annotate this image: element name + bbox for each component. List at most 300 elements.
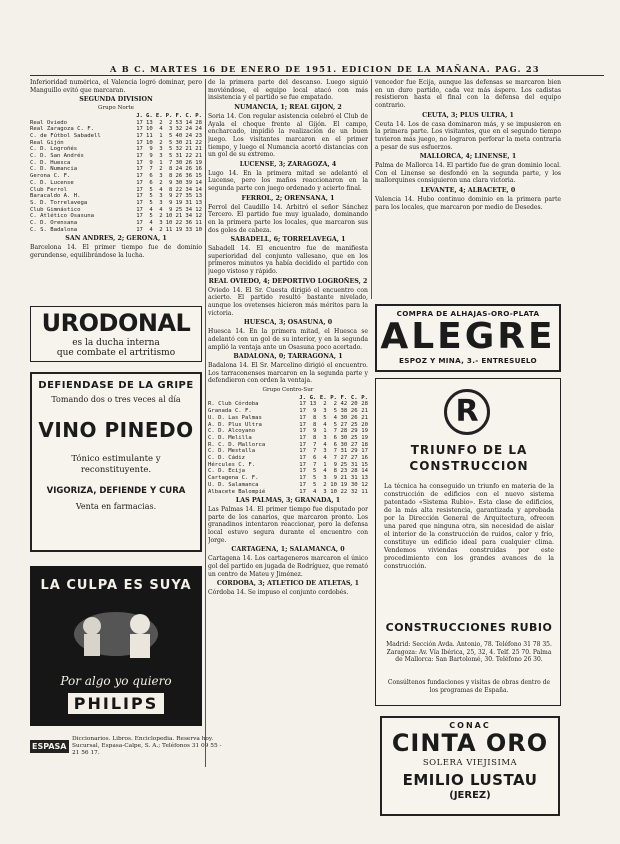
team-name: Hércules C. F. — [208, 461, 256, 468]
stat-cell: 10 — [146, 126, 153, 133]
table-row — [208, 408, 368, 415]
pinedo-line2: Tomando dos o tres veces al día — [51, 395, 181, 404]
team-name: Club Gimnástico — [30, 206, 81, 213]
stat-cell: 8 — [312, 414, 317, 421]
table-header-cell: G. — [309, 394, 317, 401]
match-title: BADALONA, 0; TARRAGONA, 1 — [233, 353, 343, 361]
stat-cell: 22 — [175, 220, 183, 227]
stat-cell: 5 — [169, 146, 173, 153]
stat-cell: 21 — [340, 475, 348, 482]
vino-pinedo-ad — [30, 372, 202, 552]
stat-cell: 26 — [350, 414, 358, 421]
match-title: LUCENSE, 3; ZARAGOZA, 4 — [239, 161, 337, 169]
team-name: C. de Fútbol Sabadell — [30, 132, 101, 139]
team-name: C. D. Alcoyano — [208, 428, 256, 435]
table-row — [208, 468, 368, 475]
team-name: Real Gijón — [30, 139, 64, 146]
stat-cell: 12 — [361, 481, 368, 488]
stat-cell: 5 — [333, 408, 337, 415]
espasa-text: Diccionarios. Libros. Enciclopedia. Reserva hoy. Sucursal, Espasa-Calpe, S. A.; Teléfonos 31 09 55 - 21 56 17. — [72, 736, 222, 756]
match-text: Cartagena 14. Los cartageneros marcaron el único gol del partido en jugada de Rodríguez, que remató un centro de Mateu y Jiménez. — [208, 555, 368, 578]
stat-cell: 1 — [159, 132, 163, 139]
stat-cell: 17 — [136, 179, 143, 186]
stat-cell: 17 — [136, 193, 143, 200]
stat-cell: 31 — [175, 153, 183, 160]
stat-cell: 3 — [323, 488, 327, 495]
stat-cell: 4 — [159, 126, 163, 133]
stat-cell: 15 — [361, 461, 368, 468]
pinedo-line3: Tónico estimulante y reconstituyente. — [71, 454, 161, 475]
team-name: C. D. Numancia — [30, 166, 78, 173]
stat-cell: 26 — [185, 159, 193, 166]
stat-cell: 9 — [169, 193, 173, 200]
stat-cell: 17 — [136, 199, 143, 206]
rubio-logo-letter: R — [455, 394, 479, 429]
table-row — [208, 435, 368, 442]
col3-intro: vencedor fue Ecija, aunque las defensas se marcaron bien en un duro partido, cada vez más áspero. Los cadistas resistieron hasta el final con la defensa del equipo contrario. — [375, 79, 561, 110]
table-row — [30, 200, 202, 207]
stat-cell: 6 — [312, 455, 317, 462]
stat-cell: 17 — [136, 173, 143, 180]
stat-cell: 6 — [149, 179, 153, 186]
stat-cell: 10 — [330, 481, 337, 488]
stat-cell: 17 — [136, 126, 143, 133]
stat-cell: 9 — [312, 428, 317, 435]
stat-cell: 24 — [195, 126, 202, 133]
stat-cell: 11 — [165, 226, 173, 233]
stat-cell: 30 — [175, 179, 183, 186]
team-name: Albacete Balompié — [208, 488, 266, 495]
stat-cell: 2 — [159, 226, 163, 233]
stat-cell: 29 — [350, 448, 358, 455]
stat-cell: 17 — [136, 206, 143, 213]
stat-cell: 4 — [159, 206, 163, 213]
team-name: S. D. Torrelavega — [30, 199, 88, 206]
philips-slogan: Por algo yo quiero — [60, 674, 172, 688]
team-name: C. Atlético Osasuna — [30, 213, 94, 220]
match-text: Las Palmas 14. El primer tiempo fue disputado por parte de los canarios, que marcaron pronto. Los granadinos intentaron reaccionar, pero la defensa local estuvo segura durante el encuentro con Jorge. — [208, 505, 368, 544]
stat-cell: 19 — [175, 199, 183, 206]
stat-cell: 4 — [323, 421, 327, 428]
stat-cell: 2 — [159, 139, 163, 146]
team-name: C. D. Orensana — [30, 220, 78, 227]
stat-cell: 13 — [195, 199, 202, 206]
team-name: Real Oviedo — [30, 119, 68, 126]
rubio-logo-icon — [444, 389, 490, 435]
stat-cell: 9 — [333, 461, 337, 468]
match-text-san-andres: Barcelona 14. El primer tiempo fue de dominio gerundense, equilibrándose la lucha. — [30, 244, 202, 259]
stat-cell: 27 — [350, 441, 358, 448]
pinedo-line5: Venta en farmacias. — [75, 502, 157, 511]
stat-cell: 17 — [136, 153, 143, 160]
team-name: R. C. D. Mallorca — [208, 441, 266, 448]
stat-cell: 24 — [175, 166, 183, 173]
table-row — [208, 401, 368, 408]
stat-cell: 7 — [169, 159, 173, 166]
stat-cell: 3 — [159, 193, 163, 200]
stat-cell: 3 — [323, 448, 327, 455]
stat-cell: 17 — [299, 421, 306, 428]
urodonal-ad — [30, 306, 202, 362]
stat-cell: 9 — [149, 159, 153, 166]
pinedo-line1: DEFIENDASE DE LA GRIPE — [38, 380, 194, 391]
column-2 — [208, 79, 368, 767]
stat-cell: 17 — [299, 434, 306, 441]
match-text: Sabadell 14. El encuentro fue de manifiesta superioridad del conjunto vallesano, que en los primeros minutos ya había decidido el partido con juego vistoso y rápido. — [208, 245, 368, 276]
team-name: Real Zaragoza C. F. — [30, 126, 94, 133]
stat-cell: 5 — [149, 186, 153, 193]
urodonal-line1: es la ducha interna — [72, 338, 160, 348]
stat-cell: 27 — [340, 455, 348, 462]
table-header-cell: E. — [155, 112, 163, 119]
stat-cell: 3 — [159, 220, 163, 227]
stat-cell: 17 — [299, 455, 306, 462]
col2-intro: de la primera parte del descanso. Luego siguió moviéndose, el equipo local atacó con más insistencia y el partido se fue empatado. — [208, 79, 368, 102]
stat-cell: 21 — [175, 213, 183, 220]
stat-cell: 8 — [312, 421, 317, 428]
stat-cell: 2 — [159, 119, 163, 126]
stat-cell: 8 — [169, 173, 173, 180]
stat-cell: 17 — [299, 488, 306, 495]
stat-cell: 4 — [323, 468, 327, 475]
stat-cell: 2 — [323, 481, 327, 488]
stat-cell: 7 — [312, 441, 317, 448]
table-header-cell: F. — [340, 394, 348, 401]
stat-cell: 5 — [312, 481, 317, 488]
stat-cell: 5 — [169, 132, 173, 139]
stat-cell: 30 — [175, 139, 183, 146]
stat-cell: 4 — [312, 488, 317, 495]
stat-cell: 17 — [299, 414, 306, 421]
stat-cell: 28 — [350, 468, 358, 475]
stat-cell: 13 — [361, 475, 368, 482]
team-name: C. D. Melilla — [208, 434, 252, 441]
stat-cell: 17 — [299, 481, 306, 488]
stat-cell: 17 — [136, 220, 143, 227]
standings-table-north — [30, 113, 202, 234]
stat-cell: 31 — [185, 199, 193, 206]
stat-cell: 38 — [340, 408, 348, 415]
stat-cell: 7 — [333, 428, 337, 435]
stat-cell: 7 — [312, 448, 317, 455]
stat-cell: 12 — [195, 206, 202, 213]
stat-cell: 17 — [299, 428, 306, 435]
stat-cell: 9 — [149, 153, 153, 160]
stat-cell: 6 — [333, 434, 337, 441]
table-header-cell: J. — [299, 394, 306, 401]
stat-cell: 9 — [169, 206, 173, 213]
stat-cell: 34 — [185, 186, 193, 193]
alegre-bottom: ESPOZ Y MINA, 3.- ENTRESUELO — [399, 356, 537, 365]
stat-cell: 22 — [340, 488, 348, 495]
match-text: Lugo 14. En la primera mitad se adelantó el Lucense, pero los maños reaccionaron en la segunda parte con juego ordenado y acierto final. — [208, 169, 368, 193]
stat-cell: 8 — [333, 468, 337, 475]
table-row — [208, 415, 368, 422]
stat-cell: 28 — [340, 428, 348, 435]
stat-cell: 10 — [165, 220, 173, 227]
stat-cell: 30 — [350, 481, 358, 488]
stat-cell: 31 — [340, 448, 348, 455]
construccion-address: Madrid: Sección Avda. Antonio, 78. Teléfono 31 78 35. Zaragoza: Av. Vía Ibérica, 25, 32, 4. Telf. 25 70. Palma de Mallorca: San Bartolomé, 30. Teléfono 26 30. — [386, 641, 552, 664]
stat-cell: 16 — [361, 455, 368, 462]
team-name: Granada C. F. — [208, 408, 252, 415]
philips-ad — [30, 566, 202, 726]
table-header-cell: P. — [361, 394, 368, 401]
team-name: C. D. Huesca — [30, 159, 71, 166]
stat-cell: 18 — [361, 441, 368, 448]
stat-cell: 32 — [175, 126, 183, 133]
table-row — [30, 160, 202, 167]
stat-cell: 19 — [175, 226, 183, 233]
table-row — [208, 475, 368, 482]
alegre-ad — [375, 304, 561, 372]
table-header-cell: P. — [195, 112, 202, 119]
stat-cell: 22 — [185, 153, 193, 160]
stat-cell: 4 — [149, 220, 153, 227]
table-row — [208, 428, 368, 435]
stat-cell: 19 — [361, 434, 368, 441]
stat-cell: 9 — [333, 475, 337, 482]
stat-cell: 6 — [333, 441, 337, 448]
stat-cell: 2 — [159, 166, 163, 173]
col2-sections-2 — [208, 497, 368, 596]
stat-cell: 17 — [299, 461, 306, 468]
stat-cell: 14 — [195, 179, 202, 186]
stat-cell: 8 — [312, 434, 317, 441]
stat-cell: 22 — [195, 139, 202, 146]
philips-illustration-icon — [30, 596, 202, 666]
stat-cell: 7 — [312, 461, 317, 468]
stat-cell: 22 — [175, 186, 183, 193]
table-header-cell: C. — [185, 112, 193, 119]
match-title: HUESCA, 3; OSASUNA, 0 — [243, 319, 333, 327]
alegre-brand: ALEGRE — [380, 316, 556, 357]
stat-cell: 17 — [299, 475, 306, 482]
table-header-cell: P. — [165, 112, 173, 119]
match-title: LEVANTE, 4; ALBACETE, 0 — [420, 187, 516, 195]
table-row — [30, 187, 202, 194]
stat-cell: 10 — [165, 213, 173, 220]
stat-cell: 9 — [312, 408, 317, 415]
construcciones-rubio-ad — [375, 378, 561, 706]
stat-cell: 9 — [149, 146, 153, 153]
stat-cell: 17 — [299, 401, 306, 408]
stat-cell: 32 — [350, 488, 358, 495]
stat-cell: 17 — [136, 146, 143, 153]
stat-cell: 26 — [175, 173, 183, 180]
match-text: Badalona 14. El Sr. Marcelino dirigió el encuentro. Los tarraconenses marcaron en la segunda parte y defendieron con orden la ventaja. — [208, 361, 368, 385]
stat-cell: 14 — [361, 468, 368, 475]
stat-cell: 42 — [340, 401, 348, 408]
grupo-centro-sur-label: Grupo Centro-Sur — [262, 387, 314, 394]
conac-line1: CONAC — [449, 721, 491, 730]
column-3-top — [375, 79, 561, 299]
stat-cell: 29 — [350, 428, 358, 435]
stat-cell: 4 — [159, 186, 163, 193]
table-header-cell: G. — [146, 112, 153, 119]
stat-cell: 25 — [350, 421, 358, 428]
stat-cell: 19 — [195, 159, 202, 166]
espasa-ad — [30, 736, 226, 764]
team-name: R. Club Córdoba — [208, 401, 259, 408]
stat-cell: 21 — [185, 146, 193, 153]
stat-cell: 21 — [361, 408, 368, 415]
table-row — [30, 227, 202, 234]
stat-cell: 3 — [159, 146, 163, 153]
stat-cell: 5 — [312, 475, 317, 482]
conac-line3: SOLERA VIEJISIMA — [422, 758, 518, 768]
match-title: CEUTA, 3; PLUS ULTRA, 1 — [422, 111, 514, 119]
match-text: Soria 14. Con regular asistencia celebró el Club de Ayala el choque frente al Gijón. El campo, encharcado, impidió la realización de un buen juego. Los visitantes marcaron en el primer tiempo, y luego el Numancia acortó distancias con un gol de su extremo. — [208, 112, 368, 159]
table-row — [208, 462, 368, 469]
stat-cell: 9 — [169, 199, 173, 206]
stat-cell: 30 — [340, 441, 348, 448]
stat-cell: 24 — [185, 132, 193, 139]
stat-cell: 5 — [169, 139, 173, 146]
pinedo-line4: VIGORIZA, DEFIENDE Y CURA — [46, 486, 186, 496]
stat-cell: 7 — [333, 455, 337, 462]
stat-cell: 12 — [195, 213, 202, 220]
stat-cell: 34 — [185, 213, 193, 220]
stat-cell: 14 — [185, 119, 193, 126]
stat-cell: 25 — [350, 434, 358, 441]
stat-cell: 17 — [299, 408, 306, 415]
table-header-cell: C. — [350, 394, 358, 401]
table-row — [30, 193, 202, 200]
table-row — [208, 422, 368, 429]
team-name: C. D. Cádiz — [208, 455, 246, 462]
stat-cell: 17 — [136, 139, 143, 146]
stat-cell: 28 — [195, 119, 202, 126]
stat-cell: 33 — [185, 226, 193, 233]
table-row — [208, 482, 368, 489]
stat-cell: 24 — [185, 126, 193, 133]
team-name: C. D. Lucense — [30, 179, 74, 186]
match-title: MALLORCA, 4; LINENSE, 1 — [419, 153, 517, 161]
stat-cell: 2 — [333, 401, 337, 408]
stat-cell: 1 — [323, 428, 327, 435]
team-name: A. D. Plus Ultra — [208, 421, 262, 428]
stat-cell: 6 — [149, 173, 153, 180]
col2-sections — [208, 104, 368, 385]
stat-cell: 10 — [330, 488, 337, 495]
stat-cell: 3 — [323, 408, 327, 415]
construccion-title2: CONSTRUCCION — [409, 459, 529, 473]
stat-cell: 26 — [350, 408, 358, 415]
stat-cell: 3 — [159, 153, 163, 160]
match-text: Ceuta 14. Los de casa dominaron más, y se impusieron en la primera parte. Los visitantes, que en el segundo tiempo tuvieron más juego, no lograron perforar la meta contraria a pesar de sus esfuerzos. — [375, 120, 561, 151]
stat-cell: 3 — [159, 173, 163, 180]
match-title: FERROL, 2; ORENSANA, 1 — [241, 194, 335, 202]
stat-cell: 17 — [361, 448, 368, 455]
stat-cell: 21 — [195, 153, 202, 160]
page-header: A B C. MARTES 16 DE ENERO DE 1951. EDICION DE LA MAÑANA. PAG. 23 — [110, 64, 540, 74]
stat-cell: 4 — [149, 206, 153, 213]
table-row — [30, 220, 202, 227]
stat-cell: 27 — [350, 455, 358, 462]
stat-cell: 23 — [195, 132, 202, 139]
stat-cell: 26 — [185, 166, 193, 173]
stat-cell: 23 — [340, 468, 348, 475]
team-name: C. D. Mestalla — [208, 448, 256, 455]
conac-line4: EMILIO LUSTAU — [402, 771, 538, 789]
table-row — [208, 442, 368, 449]
stat-cell: 4 — [323, 455, 327, 462]
philips-logo — [30, 694, 202, 713]
philips-headline: LA CULPA ES SUYA — [40, 578, 192, 593]
match-text: Ferrol del Caudillo 14. Arbitró el señor Sánchez Tercero. El partido fue muy igualado, dominando en la primera parte los locales, que marcaron sus dos goles de cabeza. — [208, 203, 368, 234]
philips-brand: PHILIPS — [68, 693, 164, 714]
stat-cell: 11 — [361, 488, 368, 495]
stat-cell: 10 — [195, 226, 202, 233]
stat-cell: 21 — [195, 146, 202, 153]
team-name: Cartagena C. F. — [208, 475, 259, 482]
column-rule-1 — [205, 79, 206, 767]
stat-cell: 5 — [169, 153, 173, 160]
stat-cell: 7 — [333, 448, 337, 455]
stat-cell: 4 — [149, 226, 153, 233]
col1-intro: Inferioridad numérica, el Valencia logró dominar, pero Manguillo evitó que marcaran. — [30, 79, 202, 94]
stat-cell: 53 — [175, 119, 183, 126]
stat-cell: 36 — [185, 173, 193, 180]
stat-cell: 30 — [340, 434, 348, 441]
match-title-san-andres: SAN ANDRES, 2; GERONA, 1 — [65, 235, 167, 243]
urodonal-brand: URODONAL — [41, 309, 191, 337]
table-header-cell: P. — [330, 394, 337, 401]
espasa-brand: ESPASA — [32, 742, 67, 751]
stat-cell: 17 — [299, 448, 306, 455]
construccion-title1: TRIUNFO DE LA — [410, 443, 528, 457]
table-row — [30, 173, 202, 180]
stat-cell: 21 — [185, 139, 193, 146]
stat-cell: 20 — [361, 421, 368, 428]
stat-cell: 11 — [146, 132, 153, 139]
table-header-cell: J. — [136, 112, 143, 119]
stat-cell: 16 — [195, 166, 202, 173]
stat-cell: 31 — [350, 475, 358, 482]
stat-cell: 13 — [309, 401, 317, 408]
stat-cell: 25 — [175, 206, 183, 213]
team-name: Gerona C. F. — [30, 173, 71, 180]
table-row — [30, 153, 202, 160]
team-name: C. D. Ecija — [208, 468, 246, 475]
stat-cell: 34 — [185, 206, 193, 213]
column-1-top — [30, 79, 202, 298]
team-name: Baracaldo A. H. — [30, 193, 81, 200]
stat-cell: 1 — [159, 159, 163, 166]
match-title: SABADELL, 6; TORRELAVEGA, 1 — [230, 236, 346, 244]
match-text: Huesca 14. En la primera mitad, el Huesca se adelantó con un gol de su interior, y en la segunda amplió la ventaja ante un Osasuna poco acertado. — [208, 328, 368, 351]
grupo-norte-label: Grupo Norte — [98, 105, 134, 112]
stat-cell: 14 — [195, 186, 202, 193]
stat-cell: 1 — [323, 461, 327, 468]
table-row — [30, 166, 202, 173]
stat-cell: 35 — [185, 193, 193, 200]
stat-cell: 36 — [185, 220, 193, 227]
stat-cell: 17 — [136, 119, 143, 126]
stat-cell: 28 — [361, 401, 368, 408]
stat-cell: 3 — [159, 199, 163, 206]
stat-cell: 39 — [185, 179, 193, 186]
match-text: Palma de Mallorca 14. El partido fue de gran dominio local. Con el Linense se desfondó en la segunda parte, y los mallorquines consiguieron una clara victoria. — [375, 162, 561, 185]
conac-line5: (JEREZ) — [449, 790, 491, 801]
stat-cell: 31 — [350, 461, 358, 468]
stat-cell: 10 — [146, 139, 153, 146]
stat-cell: 17 — [299, 468, 306, 475]
stat-cell: 2 — [169, 119, 173, 126]
table-header-cell: E. — [319, 394, 327, 401]
team-name: C. D. Logroñés — [30, 146, 78, 153]
